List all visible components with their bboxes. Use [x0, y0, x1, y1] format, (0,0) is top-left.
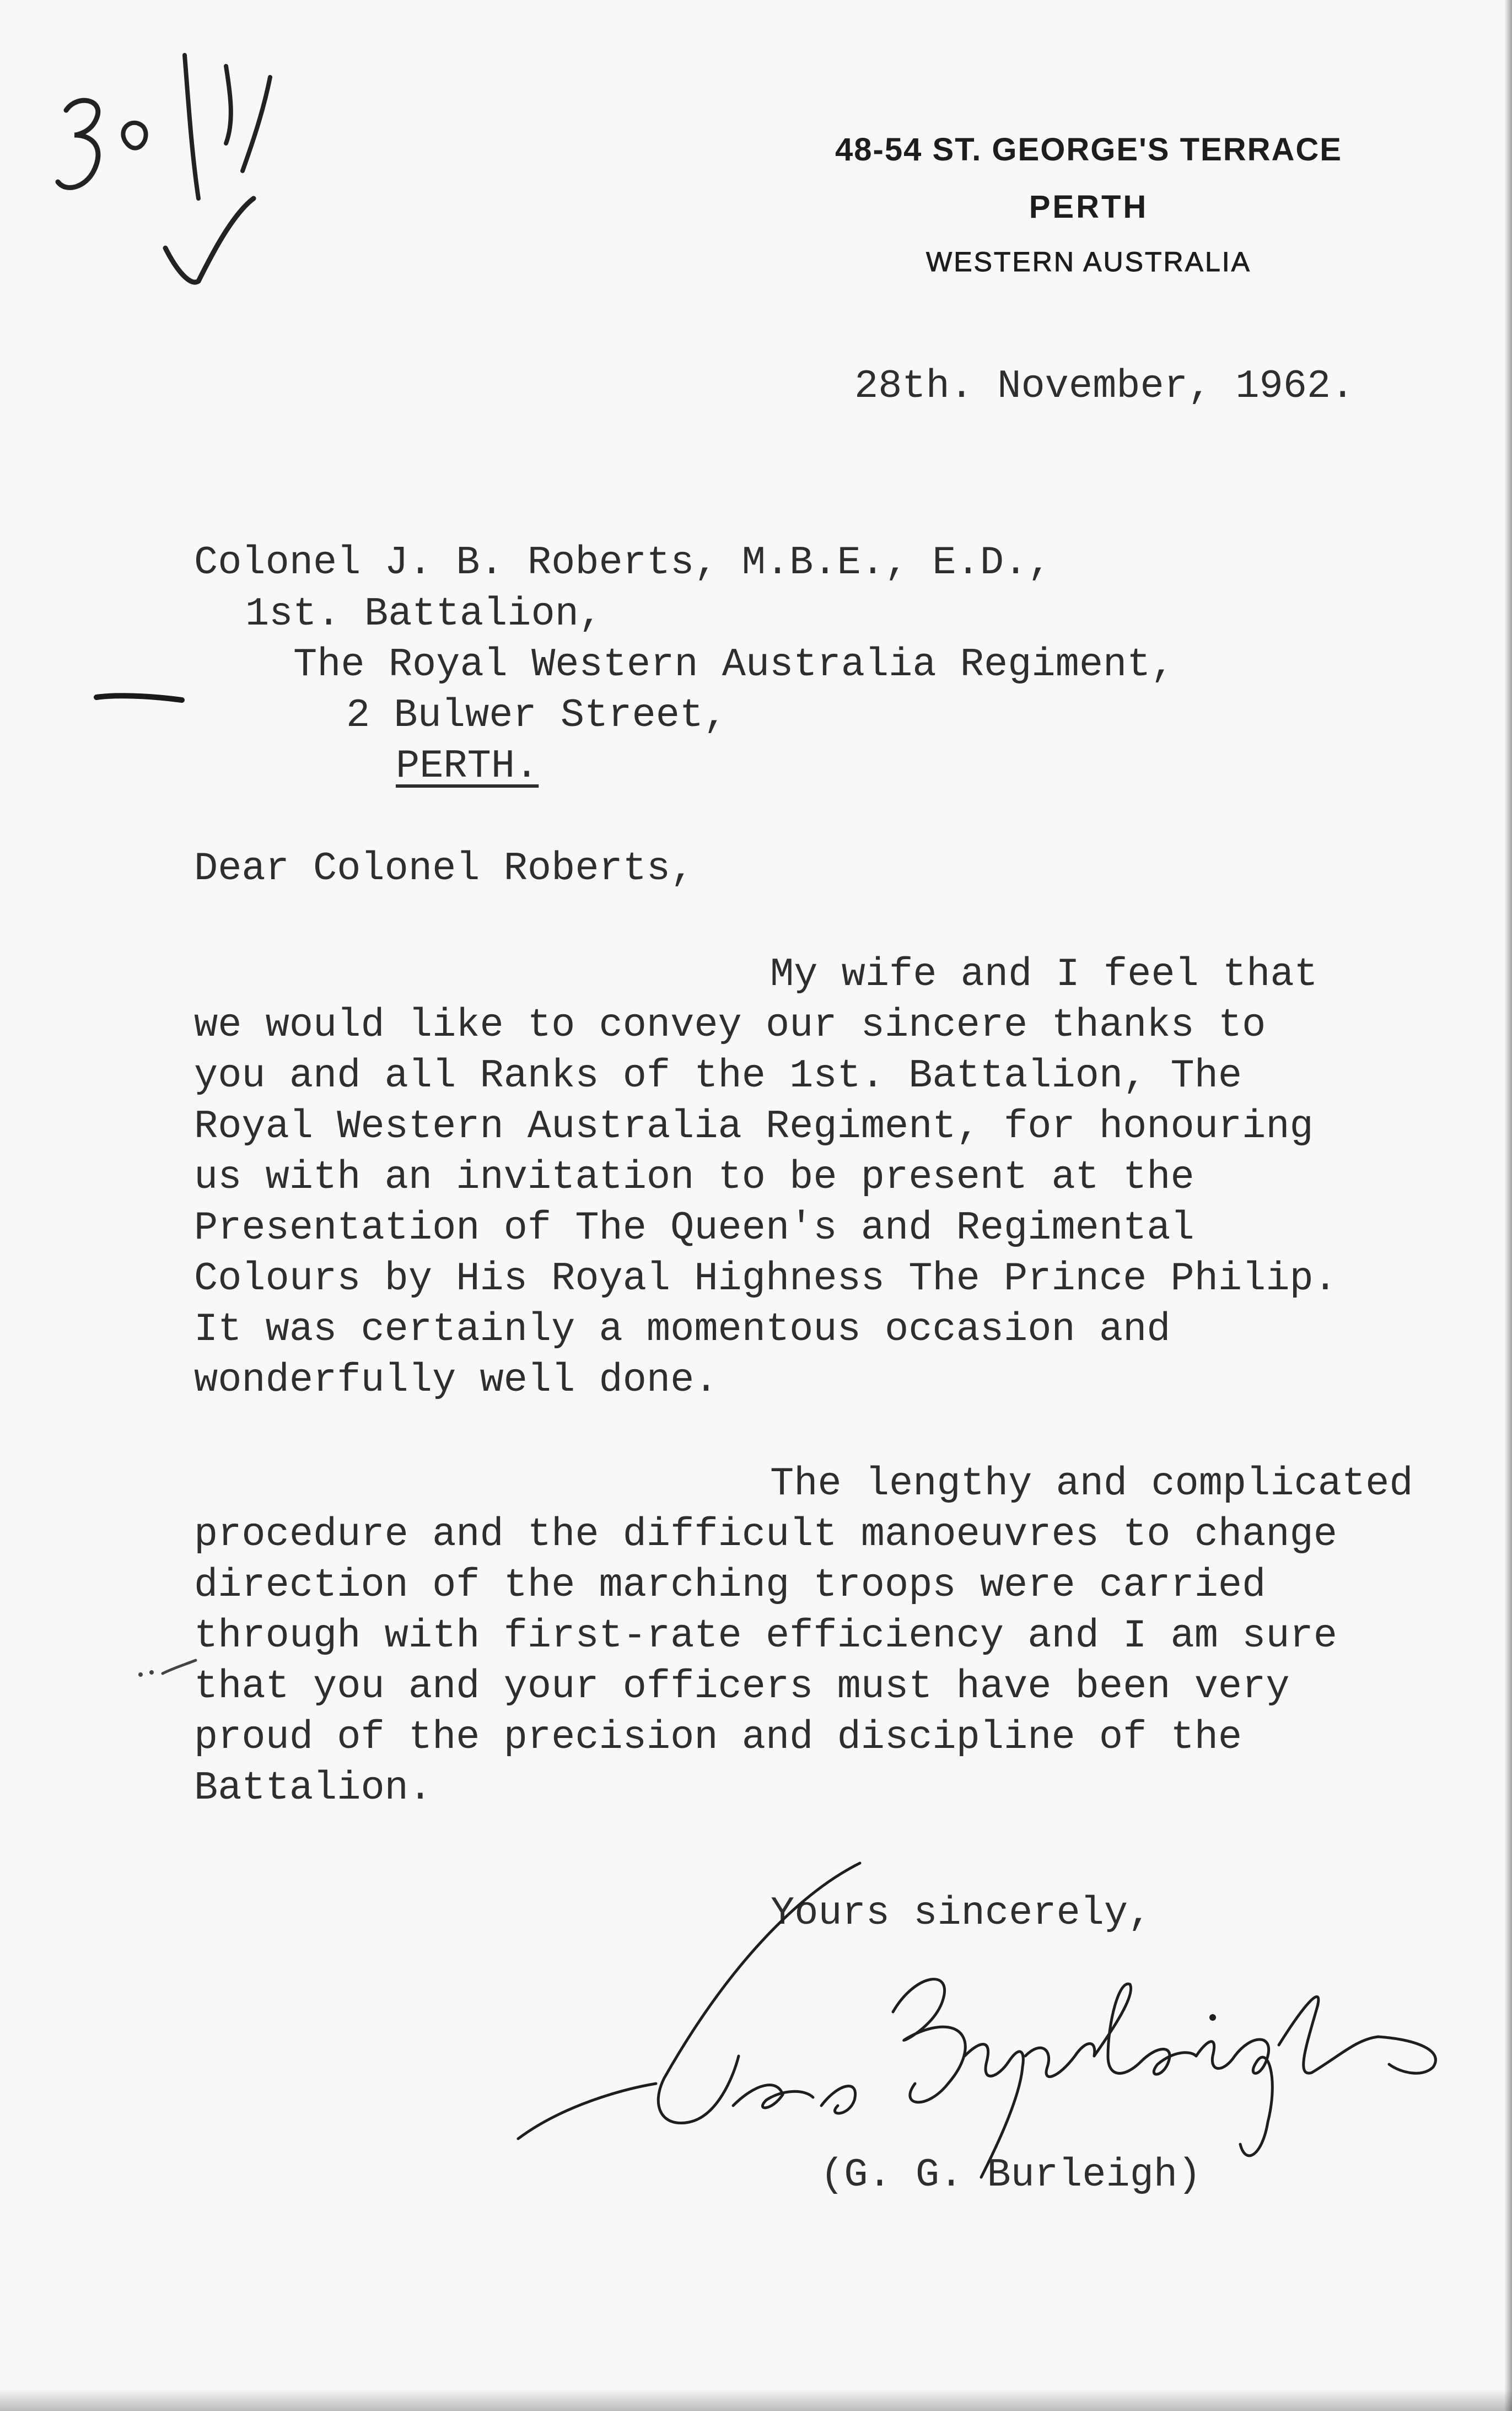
letterhead-city: PERTH [1029, 189, 1149, 225]
paragraph-line: direction of the marching troops were carried [194, 1563, 1266, 1608]
paragraph-line: It was certainly a momentous occasion and [194, 1307, 1171, 1352]
paragraph-line: that you and your officers must have been very [194, 1664, 1290, 1709]
page-edge-shadow [1504, 0, 1512, 2411]
letterhead-state: WESTERN AUSTRALIA [926, 246, 1251, 277]
paragraph-line: Colours by His Royal Highness The Prince Philip. [194, 1256, 1337, 1301]
paragraph-line: wonderfully well done. [194, 1358, 718, 1403]
recipient-regiment: The Royal Western Australia Regiment, [293, 642, 1175, 687]
recipient-name: Colonel J. B. Roberts, M.B.E., E.D., [194, 540, 1052, 585]
paragraph-line: Presentation of The Queen's and Regimental [194, 1206, 1194, 1251]
recipient-street: 2 Bulwer Street, [346, 693, 728, 738]
paragraph-line: we would like to convey our sincere thanks to [194, 1003, 1266, 1048]
paragraph-line: Royal Western Australia Regiment, for honouring [194, 1104, 1314, 1149]
paragraph-line: you and all Ranks of the 1st. Battalion, The [194, 1053, 1242, 1099]
margin-dash-mark [94, 684, 187, 717]
margin-pencil-mark [130, 1654, 201, 1687]
handwritten-date-note [44, 17, 287, 292]
paragraph-line: proud of the precision and discipline of the [194, 1715, 1242, 1760]
signature [496, 1847, 1488, 2188]
paragraph-line: us with an invitation to be present at the [194, 1155, 1194, 1200]
paragraph-line: through with first-rate efficiency and I am sure [194, 1613, 1337, 1659]
paragraph-line: Battalion. [194, 1766, 433, 1811]
body-paragraph-1 [194, 949, 1337, 1406]
paragraph-line: My wife and I feel that [770, 952, 1318, 997]
signed-name: (G. G. Burleigh) [820, 2152, 1202, 2198]
paragraph-line: The lengthy and complicated [770, 1461, 1413, 1506]
closing: Yours sincerely, [771, 1891, 1152, 1936]
body-paragraph-2 [194, 1459, 1413, 1813]
recipient-city: PERTH. [396, 744, 539, 789]
page-bottom-edge [0, 2389, 1512, 2411]
recipient-unit: 1st. Battalion, [245, 591, 603, 637]
letter-date: 28th. November, 1962. [854, 364, 1355, 409]
paragraph-line: procedure and the difficult manoeuvres to change [194, 1512, 1337, 1557]
letterhead-street: 48-54 ST. GEORGE'S TERRACE [835, 132, 1342, 168]
salutation: Dear Colonel Roberts, [194, 846, 695, 891]
